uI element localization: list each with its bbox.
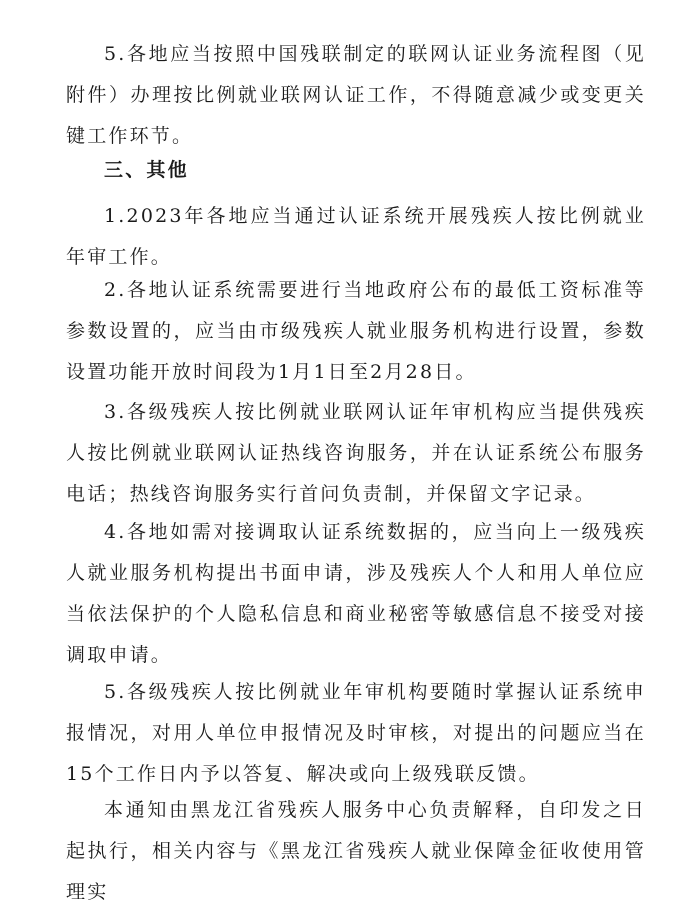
paragraph-item-5-monitoring: 5.各级残疾人按比例就业年审机构要随时掌握认证系统申报情况，对用人单位申报情况及时审核，对提出的问题应当在15个工作日内予以答复、解决或向上级残联反馈。 [66, 681, 646, 785]
paragraph-item-5-workflow: 5.各地应当按照中国残联制定的联网认证业务流程图（见附件）办理按比例就业联网认证工作，不得随意减少或变更关键工作环节。 [66, 43, 646, 147]
section-heading-other: 三、其他 [104, 159, 189, 181]
paragraph-item-1-annual-review: 1.2023年各地应当通过认证系统开展残疾人按比例就业年审工作。 [66, 205, 646, 268]
paragraph-item-3-hotline: 3.各级残疾人按比例就业联网认证年审机构应当提供残疾人按比例就业联网认证热线咨询服务，并在认证系统公布服务电话；热线咨询服务实行首问负责制，并保留文字记录。 [66, 401, 646, 505]
paragraph-interpretation-notice: 本通知由黑龙江省残疾人服务中心负责解释，自印发之日起执行，相关内容与《黑龙江省残疾人就业保障金征收使用管理实 [66, 799, 646, 903]
paragraph-item-2-parameter-settings: 2.各地认证系统需要进行当地政府公布的最低工资标准等参数设置的，应当由市级残疾人就业服务机构进行设置，参数设置功能开放时间段为1月1日至2月28日。 [66, 279, 646, 383]
paragraph-item-4-data-access: 4.各地如需对接调取认证系统数据的，应当向上一级残疾人就业服务机构提出书面申请，涉及残疾人个人和用人单位应当依法保护的个人隐私信息和商业秘密等敏感信息不接受对接调取申请。 [66, 521, 646, 666]
